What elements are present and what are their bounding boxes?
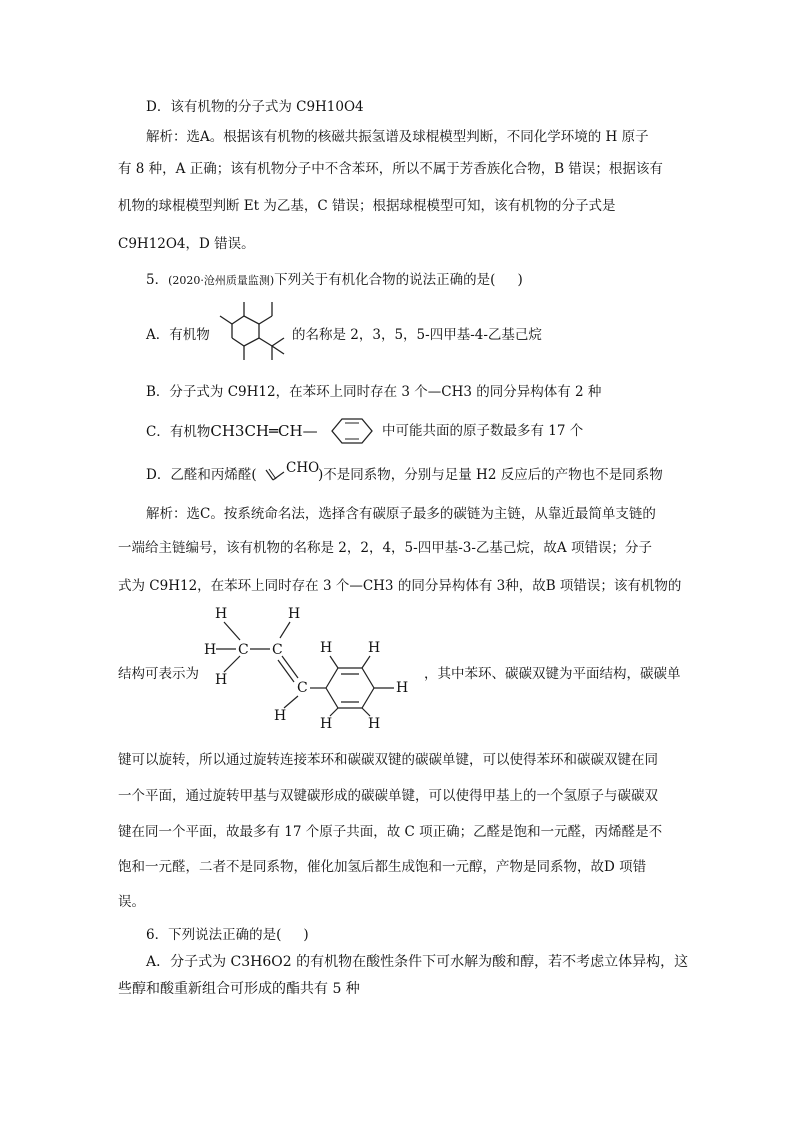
q6-option-a-cont: 些醇和酸重新组合可形成的酯共有 5 种 bbox=[118, 981, 360, 997]
q5-option-d-suffix: )不是同系物，分别与足量 H2 反应后的产物也不是同系物 bbox=[318, 467, 663, 483]
q5-source: (2020·沧州质量监测) bbox=[168, 274, 275, 287]
analysis-line: 解析：选C。按系统命名法，选择含有碳原子最多的碳链为主链，从靠近最简单支链的 bbox=[146, 506, 656, 522]
atom-h: H bbox=[320, 640, 333, 656]
q5-option-c bbox=[146, 422, 318, 441]
q6-option-a: A．分子式为 C3H6O2 的有机物在酸性条件下可水解为酸和醇，若不考虑立体异构，这 bbox=[146, 954, 689, 970]
analysis-line: 误。 bbox=[118, 894, 145, 910]
analysis-line: 解析：选A。根据该有机物的核磁共振氢谱及球棍模型判断，不同化学环境的 H 原子 bbox=[146, 129, 649, 145]
atom-c: C bbox=[238, 642, 249, 658]
q6-stem bbox=[146, 926, 309, 944]
q6-stem-text: 6．下列说法正确的是( bbox=[146, 927, 282, 943]
atom-h: H bbox=[320, 716, 333, 732]
structure-suffix: ，其中苯环、碳碳双键为平面结构，碳碳单 bbox=[424, 666, 681, 682]
atom-h: H bbox=[204, 642, 217, 658]
q5-option-d-cho: CHO bbox=[286, 460, 320, 476]
q5-option-c-prefix: C．有机物 bbox=[146, 424, 211, 440]
q6-stem-end: ) bbox=[303, 927, 309, 943]
atom-h: H bbox=[215, 606, 228, 622]
q5-option-a-suffix: 的名称是 2，3，5，5-四甲基-4-乙基己烷 bbox=[292, 327, 542, 343]
analysis-line: 饱和一元醛，二者不是同系物，催化加氢后都生成饱和一元醇，产物是同系物，故D 项错 bbox=[118, 859, 647, 875]
analysis-line: 机物的球棍模型判断 Et 为乙基，C 错误；根据球棍模型可知，该有机物的分子式是 bbox=[118, 198, 616, 214]
q5-stem bbox=[146, 271, 523, 290]
q5-stem-end: ) bbox=[517, 272, 523, 288]
atom-h: H bbox=[274, 708, 287, 724]
atom-h: H bbox=[396, 680, 409, 696]
analysis-line: 有 8 种，A 正确；该有机物分子中不含苯环，所以不属于芳香族化合物，B 错误；根据该有 bbox=[118, 161, 663, 177]
analysis-line: 键可以旋转，所以通过旋转连接苯环和碳碳双键的碳碳单键，可以使得苯环和碳碳双键在同 bbox=[118, 752, 658, 768]
atom-c: C bbox=[297, 680, 308, 696]
analysis-line: C9H12O4，D 错误。 bbox=[118, 236, 255, 252]
q5-option-a-prefix: A．有机物 bbox=[146, 327, 210, 343]
benzene-ring-icon bbox=[326, 416, 378, 446]
option-d-prev-text: D．该有机物的分子式为 C9H10O4 bbox=[146, 99, 364, 115]
q5-option-d bbox=[146, 466, 257, 484]
q5-option-b: B．分子式为 C9H12，在苯环上同时存在 3 个—CH3 的同分异构体有 2 种 bbox=[146, 384, 602, 400]
q5-stem-text: 下列关于有机化合物的说法正确的是( bbox=[274, 272, 496, 288]
q5-option-d-prefix: D．乙醛和丙烯醛( bbox=[146, 467, 257, 483]
atom-c: C bbox=[272, 642, 283, 658]
option-d-prev bbox=[146, 98, 364, 116]
atom-h: H bbox=[288, 606, 301, 622]
q5-number: 5． bbox=[146, 272, 169, 288]
structure-prefix: 结构可表示为 bbox=[118, 666, 199, 682]
q5-option-c-suffix: 中可能共面的原子数最多有 17 个 bbox=[382, 423, 584, 439]
atom-h: H bbox=[368, 640, 381, 656]
structural-formula-icon bbox=[200, 604, 425, 734]
analysis-line: 键在同一个平面，故最多有 17 个原子共面，故 C 项正确；乙醛是饱和一元醛，丙烯醛是不 bbox=[118, 824, 663, 840]
q5-option-a bbox=[146, 326, 210, 344]
analysis-line: 一个平面，通过旋转甲基与双键碳形成的碳碳单键，可以使得甲基上的一个氢原子与碳碳双 bbox=[118, 788, 658, 804]
analysis-line: 一端给主链编号，该有机物的名称是 2，2，4，5-四甲基-3-乙基己烷，故A 项错误；分子 bbox=[118, 540, 652, 556]
analysis-line: 式为 C9H12，在苯环上同时存在 3 个—CH3 的同分异构体有 3种，故B 项错误；该有机物的 bbox=[118, 578, 682, 594]
atom-h: H bbox=[215, 672, 228, 688]
skeletal-structure-icon bbox=[214, 300, 294, 366]
atom-h: H bbox=[368, 716, 381, 732]
q5-option-c-formula: CH3CH═CH— bbox=[210, 422, 318, 440]
